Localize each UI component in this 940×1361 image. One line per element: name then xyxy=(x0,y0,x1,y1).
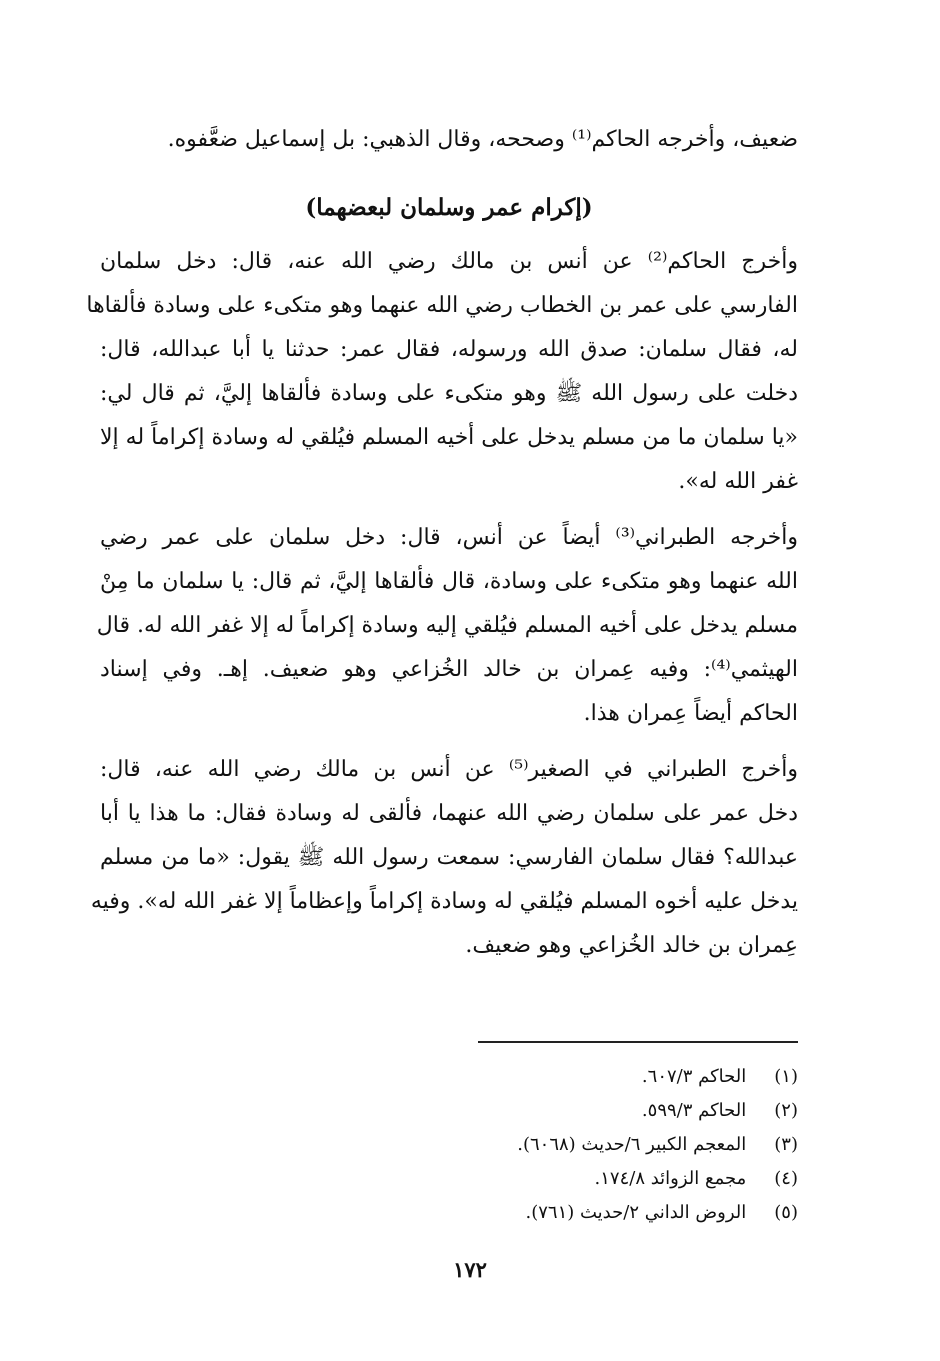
paragraph-line: وأخرج الطبراني في الصغير⁽⁵⁾ عن أنس بن مالك رضي الله عنه، قال: xyxy=(100,757,798,782)
footnote-text: الحاكم ٥٩٩/٣. xyxy=(641,1100,747,1121)
footnote-number: (٥) xyxy=(774,1202,798,1223)
paragraph-line: الحاكم أيضاً عِمران هذا. xyxy=(583,701,798,726)
paragraph-line: الفارسي على عمر بن الخطاب رضي الله عنهما وهو متكىء على وسادة فألقاها xyxy=(86,293,798,318)
footnote-text: المعجم الكبير ٦/حديث (٦٠٦٨). xyxy=(517,1134,747,1155)
paragraph-line: يدخل عليه أخوه المسلم فيُلقي له وسادة إكراماً وإعظاماً إلا غفر الله له». وفيه xyxy=(90,889,798,914)
footnote-number: (٣) xyxy=(774,1134,798,1155)
paragraph-line: وأخرج الحاكم⁽²⁾ عن أنس بن مالك رضي الله عنه، قال: دخل سلمان xyxy=(100,249,798,274)
footnote-number: (٢) xyxy=(774,1100,798,1121)
paragraph-line: الهيثمي⁽⁴⁾: وفيه عِمران بن خالد الخُزاعي وهو ضعيف. إهـ. وفي إسناد xyxy=(100,657,798,682)
footnote xyxy=(238,1164,798,1194)
footnote-text: الروض الداني ٢/حديث (٧٦١). xyxy=(525,1202,747,1223)
footnote xyxy=(238,1096,798,1126)
footnote xyxy=(238,1198,798,1228)
paragraph-line: مسلم يدخل على أخيه المسلم فيُلقي إليه وسادة إكراماً له إلا غفر الله له. قال xyxy=(96,613,798,638)
paragraph-line: دخل عمر على سلمان رضي الله عنهما، فألقى له وسادة فقال: ما هذا يا أبا xyxy=(100,801,798,826)
paragraph-line: عِمران بن خالد الخُزاعي وهو ضعيف. xyxy=(465,933,798,958)
paragraph-line: له، فقال سلمان: صدق الله ورسوله، فقال عمر: حدثنا يا أبا عبدالله، قال: xyxy=(100,337,798,362)
page-number: ١٧٢ xyxy=(453,1257,487,1282)
footnote xyxy=(238,1130,798,1160)
footnote xyxy=(238,1062,798,1092)
continuation-line: ضعيف، وأخرجه الحاكم⁽¹⁾ وصححه، وقال الذهبي: بل إسماعيل ضعَّفوه. xyxy=(167,127,798,152)
footnote-text: مجمع الزوائد ١٧٤/٨. xyxy=(594,1168,747,1189)
paragraph-line: عبدالله؟ فقال سلمان الفارسي: سمعت رسول الله ﷺ يقول: «ما من مسلم xyxy=(100,845,798,870)
footnote-number: (١) xyxy=(774,1066,798,1087)
paragraph-line: دخلت على رسول الله ﷺ وهو متكىء على وسادة فألقاها إليَّ، ثم قال لي: xyxy=(100,381,798,406)
footnote-separator xyxy=(478,1041,798,1043)
paragraph-line: «يا سلمان ما من مسلم يدخل على أخيه المسلم فيُلقي له وسادة إكراماً له إلا xyxy=(100,425,798,450)
paragraph-line: غفر الله له». xyxy=(678,469,798,494)
footnote-number: (٤) xyxy=(774,1168,798,1189)
paragraph-line: الله عنهما وهو متكىء على وسادة، قال فألقاها إليَّ، ثم قال: يا سلمان ما مِنْ xyxy=(100,569,798,594)
section-heading: (إكرام عمر وسلمان لبعضهما) xyxy=(305,194,593,221)
footnote-text: الحاكم ٦٠٧/٣. xyxy=(641,1066,747,1087)
paragraph-line: وأخرجه الطبراني⁽³⁾ أيضاً عن أنس، قال: دخل سلمان على عمر رضي xyxy=(100,525,798,550)
